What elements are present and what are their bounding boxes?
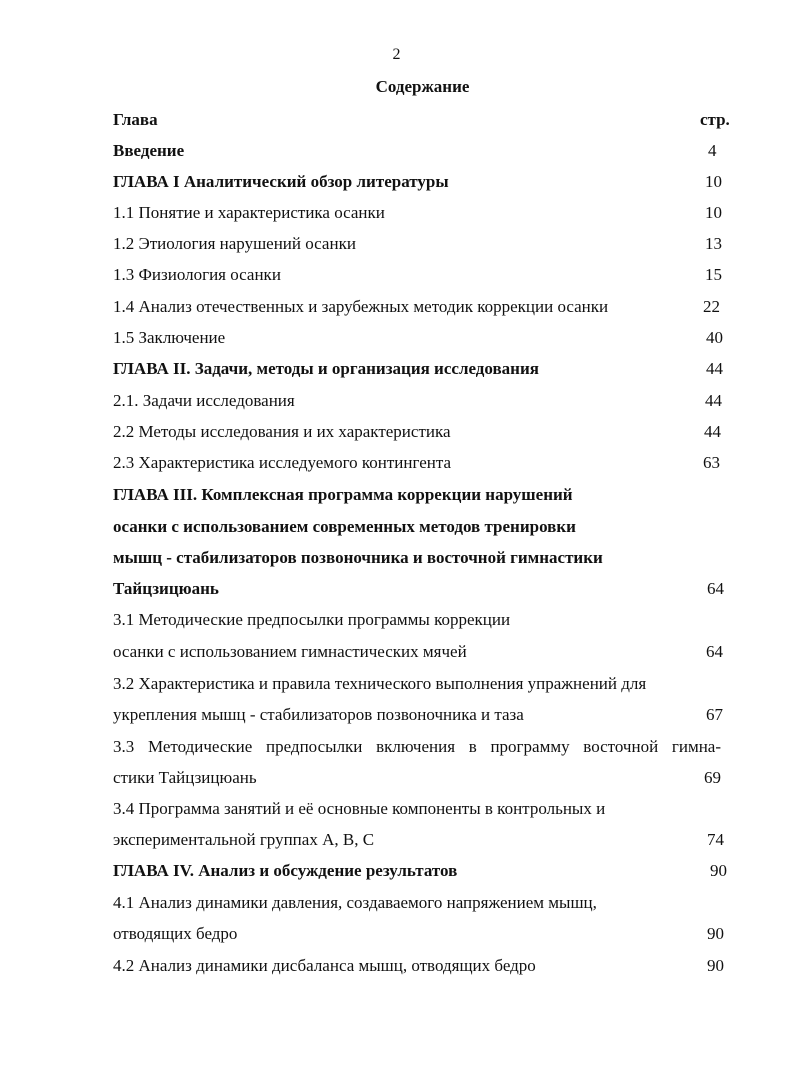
toc-entry-page: 67 bbox=[706, 705, 723, 724]
toc-entry bbox=[0, 607, 793, 633]
toc-entry-label: отводящих бедро bbox=[113, 924, 238, 943]
toc-entry bbox=[0, 450, 793, 476]
toc-entry-label: Введение bbox=[113, 141, 185, 160]
toc-entry-label: 3.4 Программа занятий и её основные компоненты в контрольных и bbox=[113, 799, 606, 818]
toc-entry-label: 1.4 Анализ отечественных и зарубежных методик коррекции осанки bbox=[113, 297, 609, 316]
toc-entry-label: 1.2 Этиология нарушений осанки bbox=[113, 234, 356, 253]
toc-entry-label: ГЛАВА II. Задачи, методы и организация исследования bbox=[113, 359, 539, 378]
toc-entry-page: 44 bbox=[706, 359, 723, 378]
toc-entry-label: 3.1 Методические предпосылки программы коррекции bbox=[113, 610, 511, 629]
toc-entry bbox=[0, 325, 793, 351]
toc-entry bbox=[0, 890, 793, 916]
toc-entry bbox=[0, 639, 793, 665]
toc-entry-label: 4.2 Анализ динамики дисбаланса мышц, отводящих бедро bbox=[113, 956, 536, 975]
toc-entry bbox=[0, 294, 793, 320]
toc-entry-page: 90 bbox=[707, 924, 724, 943]
toc-entry bbox=[0, 827, 793, 853]
toc-entry-label: 2.1. Задачи исследования bbox=[113, 391, 295, 410]
toc-entry-page: 4 bbox=[708, 141, 717, 160]
toc-entry bbox=[0, 796, 793, 822]
toc-entry-page: 44 bbox=[705, 391, 722, 410]
toc-entry bbox=[0, 765, 793, 791]
toc-entry-page: 10 bbox=[705, 172, 722, 191]
toc-entry-page: 40 bbox=[706, 328, 723, 347]
toc-entry-label: 1.5 Заключение bbox=[113, 328, 226, 347]
toc-entry bbox=[0, 138, 793, 164]
toc-entry bbox=[0, 702, 793, 728]
toc-entry-page: 74 bbox=[707, 830, 724, 849]
toc-entry-label: осанки с использованием современных методов тренировки bbox=[113, 517, 576, 536]
toc-entry-label: экспериментальной группах А, В, С bbox=[113, 830, 375, 849]
toc-header bbox=[0, 107, 793, 133]
toc-entry bbox=[0, 953, 793, 979]
toc-entry bbox=[0, 734, 793, 760]
toc-header-label: Глава bbox=[113, 110, 158, 129]
toc-entry-label: ГЛАВА III. Комплексная программа коррекции нарушений bbox=[113, 485, 573, 504]
toc-entry bbox=[0, 671, 793, 697]
page-title: Содержание bbox=[375, 77, 470, 96]
toc-entry-label: мышц - стабилизаторов позвоночника и восточной гимнастики bbox=[113, 548, 603, 567]
toc-entry bbox=[0, 231, 793, 257]
toc-entry-label: 1.3 Физиология осанки bbox=[113, 265, 281, 284]
toc-entry-page: 63 bbox=[703, 453, 720, 472]
toc-entry bbox=[0, 200, 793, 226]
toc-entry bbox=[0, 514, 793, 540]
toc-entry-label: 3.3 Методические предпосылки включения в программу восточной гимна- bbox=[113, 737, 721, 756]
toc-entry bbox=[0, 921, 793, 947]
toc-entry-label: осанки с использованием гимнастических мячей bbox=[113, 642, 467, 661]
toc-entry-label: 2.3 Характеристика исследуемого контингента bbox=[113, 453, 452, 472]
toc-entry-page: 22 bbox=[703, 297, 720, 316]
toc-entry bbox=[0, 482, 793, 508]
toc-entry bbox=[0, 858, 793, 884]
page-number: 2 bbox=[392, 46, 401, 63]
toc-entry-label: 2.2 Методы исследования и их характеристика bbox=[113, 422, 451, 441]
toc-entry-label: 4.1 Анализ динамики давления, создаваемого напряжением мышц, bbox=[113, 893, 597, 912]
toc-entry bbox=[0, 356, 793, 382]
toc-entry bbox=[0, 576, 793, 602]
toc-entry bbox=[0, 388, 793, 414]
toc-entry-page: 90 bbox=[710, 861, 727, 880]
toc-entry-label: ГЛАВА IV. Анализ и обсуждение результатов bbox=[113, 861, 458, 880]
toc-entry bbox=[0, 419, 793, 445]
toc-entry-label: стики Тайцзицюань bbox=[113, 768, 257, 787]
toc-header-page: стр. bbox=[700, 110, 730, 129]
toc-entry-page: 15 bbox=[705, 265, 722, 284]
toc-entry-label: ГЛАВА I Аналитический обзор литературы bbox=[113, 172, 449, 191]
toc-entry-page: 69 bbox=[704, 768, 721, 787]
toc-entry-label: Тайцзицюань bbox=[113, 579, 219, 598]
toc-entry-page: 44 bbox=[704, 422, 721, 441]
toc-entry-label: 3.2 Характеристика и правила технического выполнения упражнений для bbox=[113, 674, 647, 693]
toc-entry-page: 64 bbox=[706, 642, 723, 661]
toc-entry-page: 10 bbox=[705, 203, 722, 222]
toc-entry bbox=[0, 262, 793, 288]
toc-entry-label: укрепления мышц - стабилизаторов позвоночника и таза bbox=[113, 705, 524, 724]
toc-entry-label: 1.1 Понятие и характеристика осанки bbox=[113, 203, 385, 222]
toc-entry-page: 90 bbox=[707, 956, 724, 975]
toc-entry bbox=[0, 545, 793, 571]
toc-entry bbox=[0, 169, 793, 195]
toc-entry-page: 64 bbox=[707, 579, 724, 598]
toc-entry-page: 13 bbox=[705, 234, 722, 253]
